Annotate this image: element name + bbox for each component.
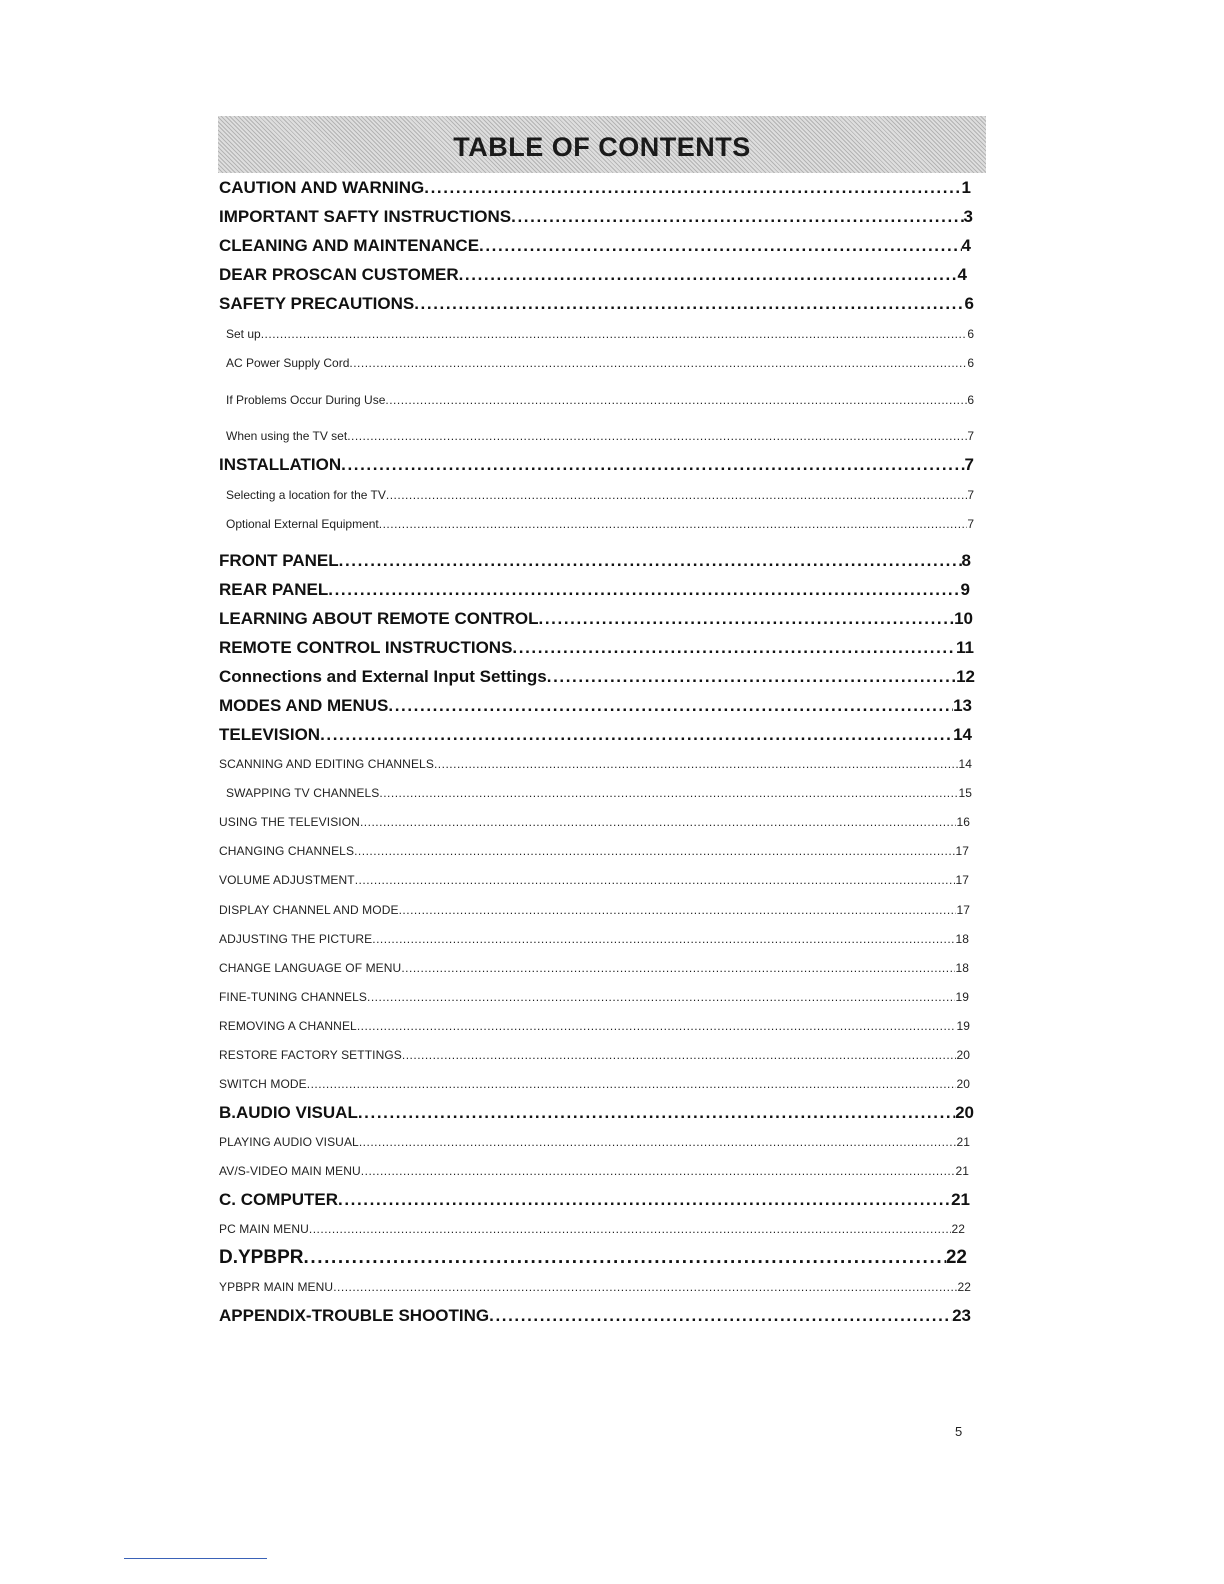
toc-subentry[interactable] xyxy=(219,1076,970,1092)
toc-entry-label: RESTORE FACTORY SETTINGS xyxy=(219,1048,402,1062)
toc-subentry[interactable] xyxy=(226,355,974,371)
toc-entry-label: B.AUDIO VISUAL xyxy=(219,1103,358,1122)
toc-entry[interactable] xyxy=(219,608,973,630)
toc-entry-page: 4 xyxy=(957,265,967,284)
toc-entry-page: 7 xyxy=(967,488,974,502)
toc-entry-page: 6 xyxy=(967,356,974,370)
toc-entry-label: ADJUSTING THE PICTURE xyxy=(219,932,373,946)
toc-entry[interactable] xyxy=(219,724,972,746)
toc-entry[interactable] xyxy=(219,454,974,476)
dot-leader xyxy=(385,392,967,408)
toc-entry-label: When using the TV set xyxy=(226,429,348,443)
toc-entry-page: 23 xyxy=(952,1306,971,1325)
toc-entry-page: 19 xyxy=(955,990,969,1004)
toc-header-banner xyxy=(218,116,986,173)
toc-entry-label: AC Power Supply Cord xyxy=(226,356,350,370)
toc-entry-label: Selecting a location for the TV xyxy=(226,488,386,502)
dot-leader xyxy=(372,931,955,947)
dot-leader xyxy=(424,177,961,199)
toc-entry-label: Optional External Equipment xyxy=(226,517,379,531)
toc-entry-page: 19 xyxy=(956,1019,970,1033)
toc-subentry[interactable] xyxy=(219,814,970,830)
toc-entry[interactable] xyxy=(219,666,975,688)
toc-entry-label: PC MAIN MENU xyxy=(219,1222,309,1236)
toc-entry-label: REMOVING A CHANNEL xyxy=(219,1019,357,1033)
dot-leader xyxy=(328,579,960,601)
footer-rule xyxy=(124,1558,267,1559)
dot-leader xyxy=(341,454,964,476)
dot-leader xyxy=(399,902,957,918)
toc-entry[interactable] xyxy=(219,637,974,659)
toc-entry-page: 18 xyxy=(955,932,969,946)
toc-entry-page: 21 xyxy=(955,1164,969,1178)
toc-entry-page: 3 xyxy=(963,207,973,226)
dot-leader xyxy=(361,1163,956,1179)
toc-subentry[interactable] xyxy=(219,1018,970,1034)
toc-entry-page: 20 xyxy=(956,1077,970,1091)
dot-leader xyxy=(414,293,964,315)
toc-entry-page: 22 xyxy=(945,1247,967,1268)
toc-entry-page: 14 xyxy=(953,725,972,744)
toc-entry-label: D.YPBPR xyxy=(219,1247,304,1268)
toc-entry-page: 7 xyxy=(964,455,974,474)
toc-entry-label: MODES AND MENUS xyxy=(219,696,389,715)
dot-leader xyxy=(338,1189,951,1211)
toc-entry-page: 22 xyxy=(957,1280,971,1294)
toc-subentry[interactable] xyxy=(226,326,974,342)
toc-entry-label: LEARNING ABOUT REMOTE CONTROL xyxy=(219,609,539,628)
toc-entry[interactable] xyxy=(219,264,967,286)
dot-leader xyxy=(489,1305,952,1327)
toc-entry-page: 7 xyxy=(967,517,974,531)
toc-entry[interactable] xyxy=(219,1189,970,1211)
dot-leader xyxy=(379,516,968,532)
toc-subentry[interactable] xyxy=(219,872,969,888)
dot-leader xyxy=(367,989,955,1005)
toc-subentry[interactable] xyxy=(226,785,972,801)
dot-leader xyxy=(303,1246,945,1270)
dot-leader xyxy=(333,1279,957,1295)
dot-leader xyxy=(402,1047,957,1063)
toc-entry[interactable] xyxy=(219,206,973,228)
toc-entry-page: 9 xyxy=(960,580,970,599)
dot-leader xyxy=(358,1102,955,1124)
page-number: 5 xyxy=(955,1424,963,1439)
toc-entry-page: 21 xyxy=(951,1190,970,1209)
toc-entry-page: 6 xyxy=(964,294,974,313)
toc-entry[interactable] xyxy=(219,1246,967,1270)
dot-leader xyxy=(355,872,956,888)
toc-entry-label: CLEANING AND MAINTENANCE xyxy=(219,236,480,255)
toc-entry-label: INSTALLATION xyxy=(219,455,342,474)
toc-entry-label: REAR PANEL xyxy=(219,580,329,599)
toc-entry-page: 15 xyxy=(958,786,972,800)
toc-entry-page: 13 xyxy=(953,696,972,715)
toc-entry-page: 17 xyxy=(955,844,969,858)
toc-subentry[interactable] xyxy=(219,843,969,859)
toc-entry-label: PLAYING AUDIO VISUAL xyxy=(219,1135,359,1149)
toc-subentry[interactable] xyxy=(219,960,969,976)
dot-leader xyxy=(388,695,953,717)
toc-entry[interactable] xyxy=(219,579,970,601)
toc-entry-page: 1 xyxy=(961,178,971,197)
toc-entry-label: VOLUME ADJUSTMENT xyxy=(219,873,355,887)
toc-subentry[interactable] xyxy=(226,428,974,444)
toc-subentry[interactable] xyxy=(226,392,974,408)
toc-entry-label: AV/S-VIDEO MAIN MENU xyxy=(219,1164,361,1178)
toc-subentry[interactable] xyxy=(219,931,969,947)
toc-entry-page: 4 xyxy=(961,236,971,255)
toc-entry-page: 16 xyxy=(956,815,970,829)
toc-subentry[interactable] xyxy=(226,487,974,503)
toc-entry-label: SWAPPING TV CHANNELS xyxy=(226,786,380,800)
toc-entry-label: SCANNING AND EDITING CHANNELS xyxy=(219,757,434,771)
dot-leader xyxy=(357,1018,957,1034)
toc-entry-label: SWITCH MODE xyxy=(219,1077,307,1091)
toc-entry-page: 8 xyxy=(961,551,971,570)
toc-entry[interactable] xyxy=(219,1305,971,1327)
toc-entry-page: 6 xyxy=(967,393,974,407)
toc-entry-label: USING THE TELEVISION xyxy=(219,815,360,829)
toc-subentry[interactable] xyxy=(219,1047,970,1063)
dot-leader xyxy=(359,1134,957,1150)
toc-entry-page: 6 xyxy=(967,327,974,341)
dot-leader xyxy=(320,724,953,746)
toc-entry-page: 12 xyxy=(956,667,975,686)
dot-leader xyxy=(386,487,967,503)
dot-leader xyxy=(434,756,959,772)
toc-subentry[interactable] xyxy=(219,1163,969,1179)
toc-entry-label: FRONT PANEL xyxy=(219,551,339,570)
toc-subentry[interactable] xyxy=(219,1279,971,1295)
dot-leader xyxy=(512,637,956,659)
toc-entry-label: REMOTE CONTROL INSTRUCTIONS xyxy=(219,638,513,657)
toc-entry-page: 20 xyxy=(955,1103,974,1122)
toc-entry-page: 14 xyxy=(958,757,972,771)
toc-entry-label: YPBPR MAIN MENU xyxy=(219,1280,334,1294)
dot-leader xyxy=(379,785,958,801)
toc-subentry[interactable] xyxy=(219,1221,965,1237)
toc-entry-page: 18 xyxy=(955,961,969,975)
dot-leader xyxy=(307,1076,957,1092)
toc-subentry[interactable] xyxy=(219,989,969,1005)
dot-leader xyxy=(309,1221,952,1237)
toc-entry-page: 21 xyxy=(956,1135,970,1149)
toc-entry-page: 7 xyxy=(967,429,974,443)
toc-entry[interactable] xyxy=(219,235,971,257)
dot-leader xyxy=(349,355,967,371)
toc-entry-label: APPENDIX-TROUBLE SHOOTING xyxy=(219,1306,490,1325)
toc-entry-page: 17 xyxy=(956,903,970,917)
toc-entry-label: DISPLAY CHANNEL AND MODE xyxy=(219,903,399,917)
dot-leader xyxy=(339,550,962,572)
dot-leader xyxy=(547,666,956,688)
dot-leader xyxy=(459,264,958,286)
toc-entry[interactable] xyxy=(219,695,972,717)
dot-leader xyxy=(360,814,957,830)
toc-entry[interactable] xyxy=(219,1102,974,1124)
toc-entry-page: 10 xyxy=(954,609,973,628)
toc-subentry[interactable] xyxy=(219,902,970,918)
toc-entry-label: CAUTION AND WARNING xyxy=(219,178,425,197)
toc-entry-label: CHANGE LANGUAGE OF MENU xyxy=(219,961,402,975)
toc-entry-label: Connections and External Input Settings xyxy=(219,667,547,686)
toc-entry[interactable] xyxy=(219,293,974,315)
toc-entry[interactable] xyxy=(219,177,971,199)
toc-entry-label: If Problems Occur During Use xyxy=(226,393,386,407)
dot-leader xyxy=(354,843,955,859)
toc-subentry[interactable] xyxy=(219,1134,970,1150)
toc-entry-label: C. COMPUTER xyxy=(219,1190,338,1209)
toc-entry-label: CHANGING CHANNELS xyxy=(219,844,355,858)
dot-leader xyxy=(539,608,955,630)
dot-leader xyxy=(347,428,967,444)
toc-subentry[interactable] xyxy=(226,516,974,532)
dot-leader xyxy=(511,206,963,228)
toc-entry-page: 11 xyxy=(956,638,974,657)
toc-entry-page: 17 xyxy=(955,873,969,887)
toc-entry-label: TELEVISION xyxy=(219,725,321,744)
dot-leader xyxy=(479,235,962,257)
toc-entry-page: 20 xyxy=(956,1048,970,1062)
toc-entry-label: DEAR PROSCAN CUSTOMER xyxy=(219,265,459,284)
toc-entry-label: Set up xyxy=(226,327,261,341)
toc-entry-label: SAFETY PRECAUTIONS xyxy=(219,294,415,313)
toc-subentry[interactable] xyxy=(219,756,972,772)
toc-entry-label: FINE-TUNING CHANNELS xyxy=(219,990,368,1004)
toc-entry[interactable] xyxy=(219,550,971,572)
page-title: TABLE OF CONTENTS xyxy=(453,132,751,162)
dot-leader xyxy=(261,326,968,342)
toc-entry-page: 22 xyxy=(951,1222,965,1236)
toc-entry-label: IMPORTANT SAFTY INSTRUCTIONS xyxy=(219,207,512,226)
dot-leader xyxy=(401,960,955,976)
